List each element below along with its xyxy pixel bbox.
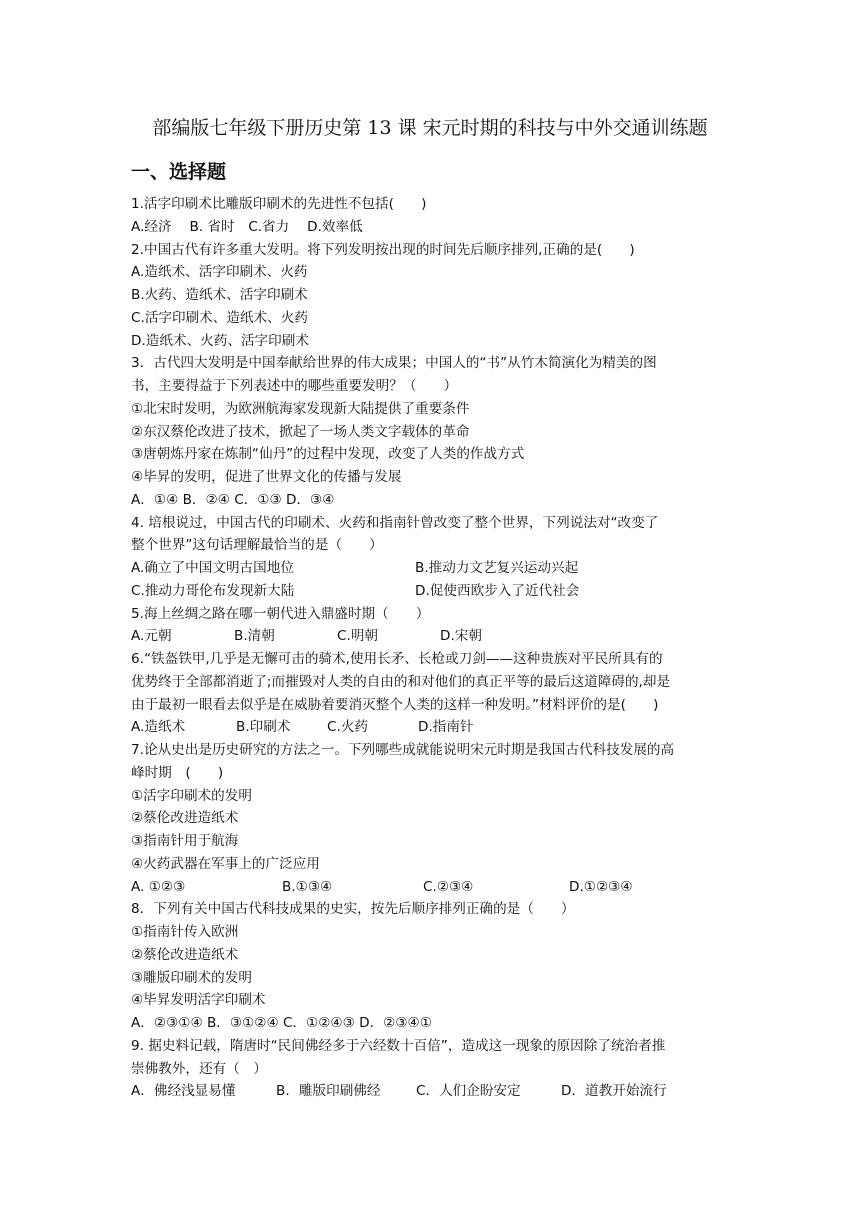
question-1-stem: 1.活字印刷术比雕版印刷术的先进性不包括( ) (131, 196, 427, 212)
question-4-option-a: A.确立了中国文明古国地位 (131, 560, 294, 576)
question-8-item-1: ①指南针传入欧洲 (131, 924, 239, 940)
question-9-option-a: A．佛经浅显易懂 (131, 1083, 236, 1100)
question-5-option-c: C.明朝 (337, 628, 379, 645)
question-9-options (131, 1080, 731, 1103)
question-3-stem-line-1: 3．古代四大发明是中国奉献给世界的伟大成果；中国人的“书”从竹木简演化为精美的图 (131, 355, 657, 372)
question-4-option-d: D.促使西欧步入了近代社会 (415, 582, 580, 599)
question-6-option-b: B.印刷术 (236, 719, 291, 736)
question-4-stem-line-1: 4. 培根说过，中国古代的印刷术、火药和指南针曾改变了整个世界，下列说法对“改变了 (131, 514, 659, 531)
question-7-stem-line-1: 7.论从史出是历史研究的方法之一。下列哪些成就能说明宋元时期是我国古代科技发展的高 (131, 742, 675, 758)
question-5-option-d: D.宋朝 (440, 628, 482, 645)
question-7-option-d: D.①②③④ (569, 878, 633, 895)
question-3-stem-line-2: 书，主要得益于下列表述中的哪些重要发明？（ ） (131, 378, 458, 394)
question-4-options-row-1 (131, 557, 731, 580)
question-8-item-2: ②蔡伦改进造纸术 (131, 946, 239, 963)
question-7-item-2: ②蔡伦改进造纸术 (131, 810, 239, 827)
question-7-option-c: C.②③④ (423, 878, 474, 895)
question-9-stem-line-1: 9. 据史料记载，隋唐时“民间佛经多于六经数十百倍”，造成这一现象的原因除了统治者推 (131, 1037, 666, 1054)
question-5-option-b: B.清朝 (234, 628, 275, 645)
question-7-option-b: B.①③④ (282, 878, 333, 895)
question-7-item-3: ③指南针用于航海 (131, 833, 239, 849)
question-2-option-d: D.造纸术、火药、活字印刷术 (131, 332, 309, 349)
question-8-stem: 8．下列有关中国古代科技成果的史实，按先后顺序排列正确的是（ ） (131, 901, 575, 918)
question-3-item-2: ②东汉蔡伦改进了技术，掀起了一场人类文字载体的革命 (131, 423, 470, 440)
document-title: 部编版七年级下册历史第 13 课 宋元时期的科技与中外交通训练题 (152, 117, 708, 139)
question-6-options (131, 716, 731, 739)
question-7-option-a: A. ①②③ (131, 878, 186, 895)
question-6-stem-line-1: 6.“铁盔铁甲,几乎是无懈可击的骑术,使用长矛、长枪或刀剑——这种贵族对平民所具有的 (131, 651, 663, 667)
question-2-option-a: A.造纸术、活字印刷术、火药 (131, 264, 308, 281)
question-6-stem-line-3: 由于最初一眼看去似乎是在威胁着要消灭整个人类的这样一种发明。”材料评价的是( ) (131, 696, 659, 713)
question-7-item-4: ④火药武器在军事上的广泛应用 (131, 855, 320, 872)
question-6-option-c: C.火药 (327, 719, 369, 736)
question-4-option-c: C.推动力哥伦布发现新大陆 (131, 582, 295, 599)
question-6-stem-line-2: 优势终于全部都消逝了;而摧毁对人类的自由的和对他们的真正平等的最后这道障碍的,却是 (131, 673, 671, 690)
question-4-option-b: B.推动力文艺复兴运动兴起 (415, 560, 579, 576)
question-8-item-4: ④毕昇发明活字印刷术 (131, 992, 266, 1009)
question-1-options: A.经济 B. 省时 C.省力 D.效率低 (131, 218, 363, 235)
question-5-option-a: A.元朝 (131, 628, 172, 645)
question-9-stem-line-2: 崇佛教外，还有（ ） (131, 1060, 267, 1077)
question-list (131, 193, 731, 1103)
question-7-item-1: ①活字印刷术的发明 (131, 787, 252, 804)
question-4-options-row-2 (131, 580, 731, 603)
question-9-option-d: D．道教开始流行 (561, 1083, 667, 1100)
question-3-item-4: ④毕昇的发明，促进了世界文化的传播与发展 (131, 469, 402, 485)
question-3-item-1: ①北宋时发明，为欧洲航海家发现新大陆提供了重要条件 (131, 400, 470, 417)
question-4-stem-line-2: 整个世界”这句话理解最恰当的是（ ） (131, 537, 383, 554)
question-2-option-c: C.活字印刷术、造纸术、火药 (131, 309, 308, 326)
question-8-options: A．②③①④ B．③①②④ C．①②④③ D．②③④① (131, 1015, 432, 1031)
section-heading: 一、选择题 (131, 161, 227, 183)
question-5-stem: 5.海上丝绸之路在哪一朝代进入鼎盛时期（ ） (131, 605, 430, 622)
question-5-options (131, 625, 731, 648)
question-7-stem-line-2: 峰时期 ( ) (131, 764, 224, 781)
question-6-option-d: D.指南针 (418, 719, 474, 736)
question-3-item-3: ③唐朝炼丹家在炼制“仙丹”的过程中发现，改变了人类的作战方式 (131, 446, 525, 463)
question-3-options: A．①④ B．②④ C．①③ D．③④ (131, 491, 335, 508)
question-9-option-c: C．人们企盼安定 (416, 1083, 521, 1100)
question-2-option-b: B.火药、造纸术、活字印刷术 (131, 287, 308, 303)
question-2-stem: 2.中国古代有许多重大发明。将下列发明按出现的时间先后顺序排列,正确的是( ) (131, 241, 635, 258)
question-8-item-3: ③雕版印刷术的发明 (131, 969, 252, 986)
question-6-option-a: A.造纸术 (131, 719, 186, 736)
question-7-options (131, 876, 731, 899)
question-9-option-b: B．雕版印刷佛经 (276, 1083, 381, 1100)
